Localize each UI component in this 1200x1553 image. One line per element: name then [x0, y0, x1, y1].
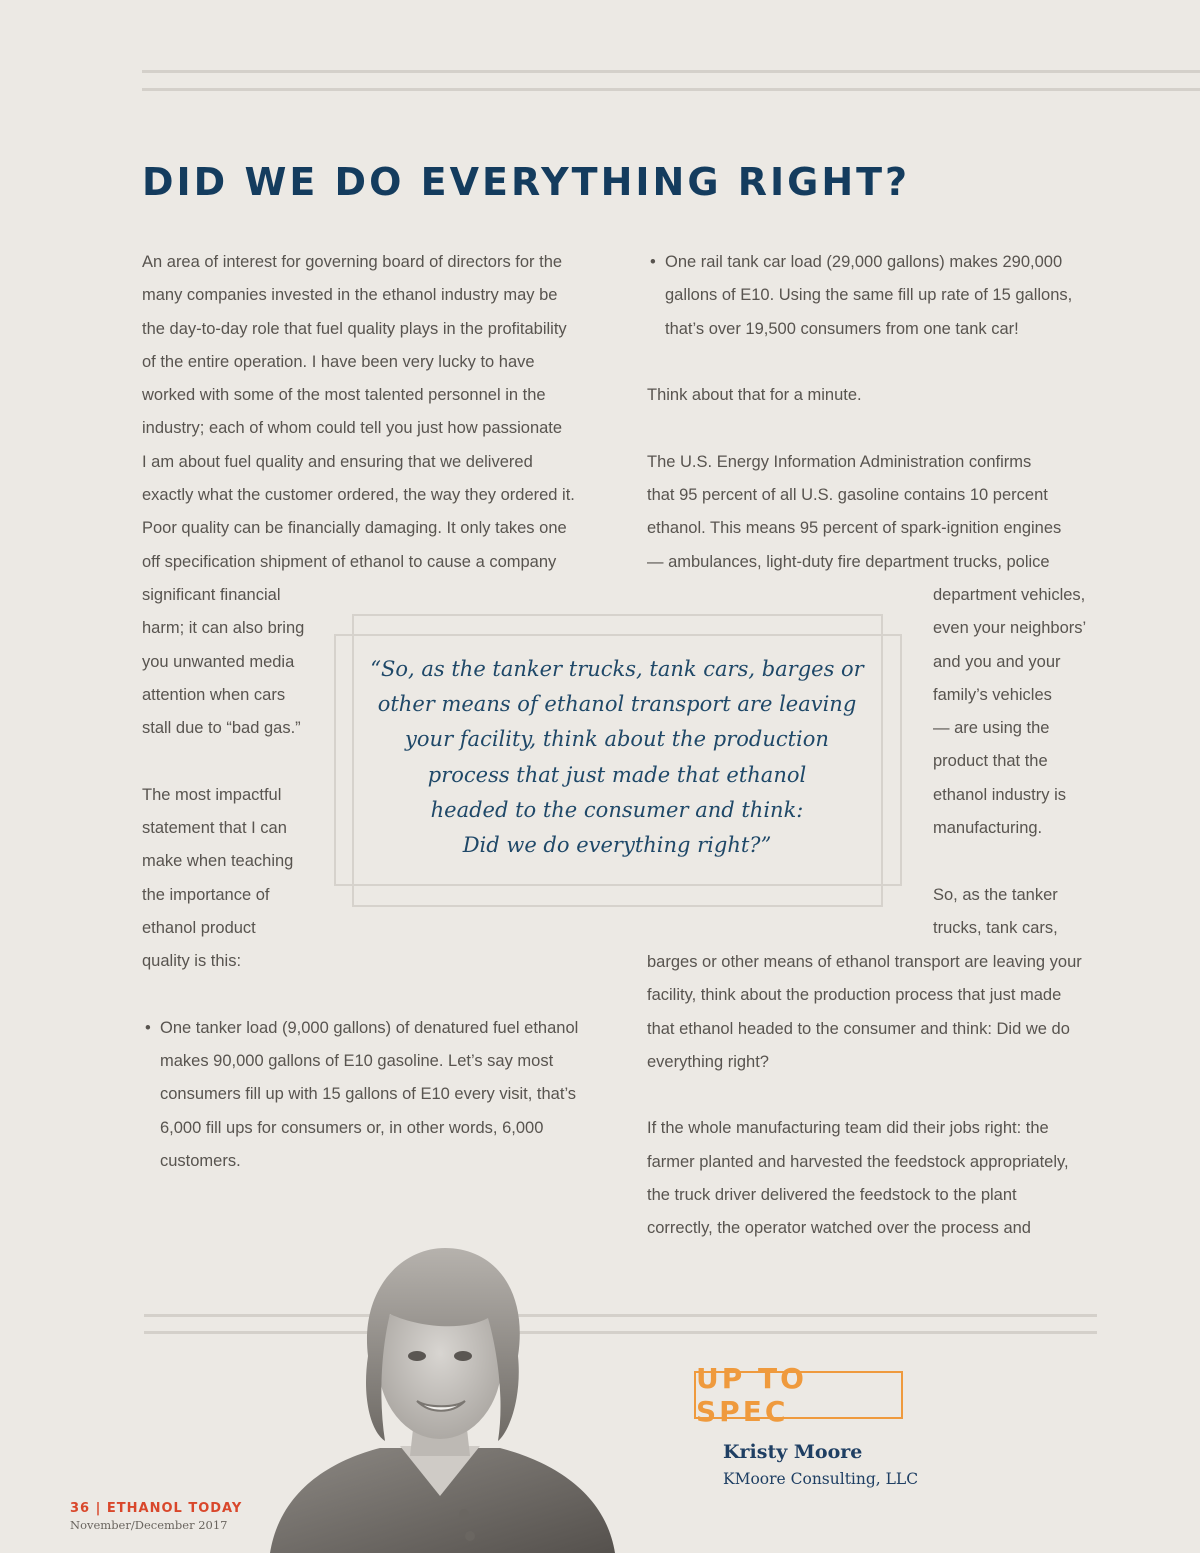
text-line: ethanol product [142, 918, 256, 937]
text-line: that’s over 19,500 consumers from one tank car! [665, 319, 1019, 338]
text-line: ethanol. This means 95 percent of spark-ignition engines [647, 519, 1062, 538]
text-line: The most impactful [142, 785, 282, 804]
text-line: quality is this: [142, 952, 242, 971]
text-line: makes 90,000 gallons of E10 gasoline. Let’s say most [160, 1052, 554, 1071]
text-line: So, as the tanker [933, 885, 1058, 904]
right-column-wrap [933, 579, 1086, 945]
quote-line: headed to the consumer and think: [430, 797, 804, 822]
pull-quote [354, 652, 880, 863]
top-rule-1 [142, 70, 1200, 73]
text-line: The U.S. Energy Information Administration confirms [647, 452, 1032, 471]
text-line: even your neighbors’ [933, 619, 1087, 638]
text-line: manufacturing. [933, 819, 1043, 838]
text-line: barges or other means of ethanol transport are leaving your [647, 953, 1082, 971]
text-line: make when teaching [142, 852, 294, 871]
author-company: KMoore Consulting, LLC [723, 1470, 919, 1488]
text-line: off specification shipment of ethanol to cause a company [142, 552, 557, 571]
text-line: One tanker load (9,000 gallons) of denatured fuel ethanol [160, 1018, 579, 1037]
top-rule-2 [142, 88, 1200, 91]
text-line: consumers fill up with 15 gallons of E10 every visit, that’s [160, 1085, 577, 1104]
column-name-badge [694, 1362, 903, 1428]
article-title: DID WE DO EVERYTHING RIGHT? [142, 160, 911, 204]
text-line: farmer planted and harvested the feedstock appropriately, [647, 1152, 1069, 1171]
issue-date: November/December 2017 [70, 1518, 228, 1532]
text-line: attention when cars [142, 685, 286, 704]
quote-line: your facility, think about the production [405, 727, 829, 752]
text-line: family’s vehicles [933, 685, 1052, 704]
author-name: Kristy Moore [723, 1441, 863, 1463]
text-line: that ethanol headed to the consumer and think: Did we do [647, 1019, 1070, 1038]
text-line: harm; it can also bring [142, 619, 305, 638]
quote-line: process that just made that ethanol [427, 762, 807, 787]
right-column-bottom [647, 946, 1082, 1246]
text-line: the truck driver delivered the feedstock to the plant [647, 1186, 1017, 1205]
text-line: you unwanted media [142, 652, 295, 671]
text-line: department vehicles, [933, 586, 1086, 604]
text-line: Poor quality can be financially damaging. It only takes one [142, 519, 567, 538]
text-line: the day-to-day role that fuel quality plays in the profitability [142, 319, 567, 338]
text-line: the importance of [142, 885, 270, 904]
text-line: 6,000 fill ups for consumers or, in other words, 6,000 [160, 1118, 544, 1137]
text-line: everything right? [647, 1052, 769, 1071]
page-label: 36 | ETHANOL TODAY [70, 1501, 243, 1516]
text-line: stall due to “bad gas.” [142, 719, 301, 738]
author-portrait [260, 1236, 620, 1553]
text-line: correctly, the operator watched over the process and [647, 1219, 1031, 1238]
text-line: customers. [160, 1152, 241, 1171]
text-line: gallons of E10. Using the same fill up rate of 15 gallons, [665, 286, 1073, 305]
text-line: product that the [933, 752, 1048, 771]
text-line: trucks, tank cars, [933, 918, 1058, 937]
text-line: industry; each of whom could tell you just how passionate [142, 419, 563, 438]
quote-line: “So, as the tanker trucks, tank cars, barges or [370, 657, 864, 681]
rail-bullet [647, 246, 1072, 346]
text-line: statement that I can [142, 819, 287, 838]
text-line: and you and your [933, 652, 1061, 671]
text-line: many companies invested in the ethanol industry may be [142, 286, 558, 305]
text-line: of the entire operation. I have been very lucky to have [142, 352, 535, 371]
bullet-dot: • [650, 253, 656, 271]
text-line: facility, think about the production process that just made [647, 986, 1062, 1005]
text-line: — are using the [933, 719, 1050, 738]
text-line: exactly what the customer ordered, the way they ordered it. [142, 486, 575, 505]
text-line: significant financial [142, 585, 281, 604]
text-line: worked with some of the most talented personnel in the [142, 386, 546, 405]
text-line: I am about fuel quality and ensuring that we delivered [142, 452, 533, 471]
column-name: UP TO SPEC [696, 1362, 807, 1428]
text-line: If the whole manufacturing team did their jobs right: the [647, 1119, 1049, 1138]
text-line: Think about that for a minute. [647, 386, 862, 405]
text-line: that 95 percent of all U.S. gasoline contains 10 percent [647, 486, 1048, 505]
text-line: ethanol industry is [933, 785, 1066, 804]
text-line: One rail tank car load (29,000 gallons) makes 290,000 [665, 253, 1063, 271]
text-line: — ambulances, light-duty fire department trucks, police [647, 552, 1050, 571]
quote-line: other means of ethanol transport are leaving [377, 692, 857, 717]
quote-line: Did we do everything right?” [462, 833, 772, 858]
right-column-top [647, 246, 1072, 579]
tanker-bullet [142, 1012, 578, 1178]
bullet-dot: • [145, 1018, 151, 1037]
text-line: An area of interest for governing board of directors for the [142, 253, 563, 271]
